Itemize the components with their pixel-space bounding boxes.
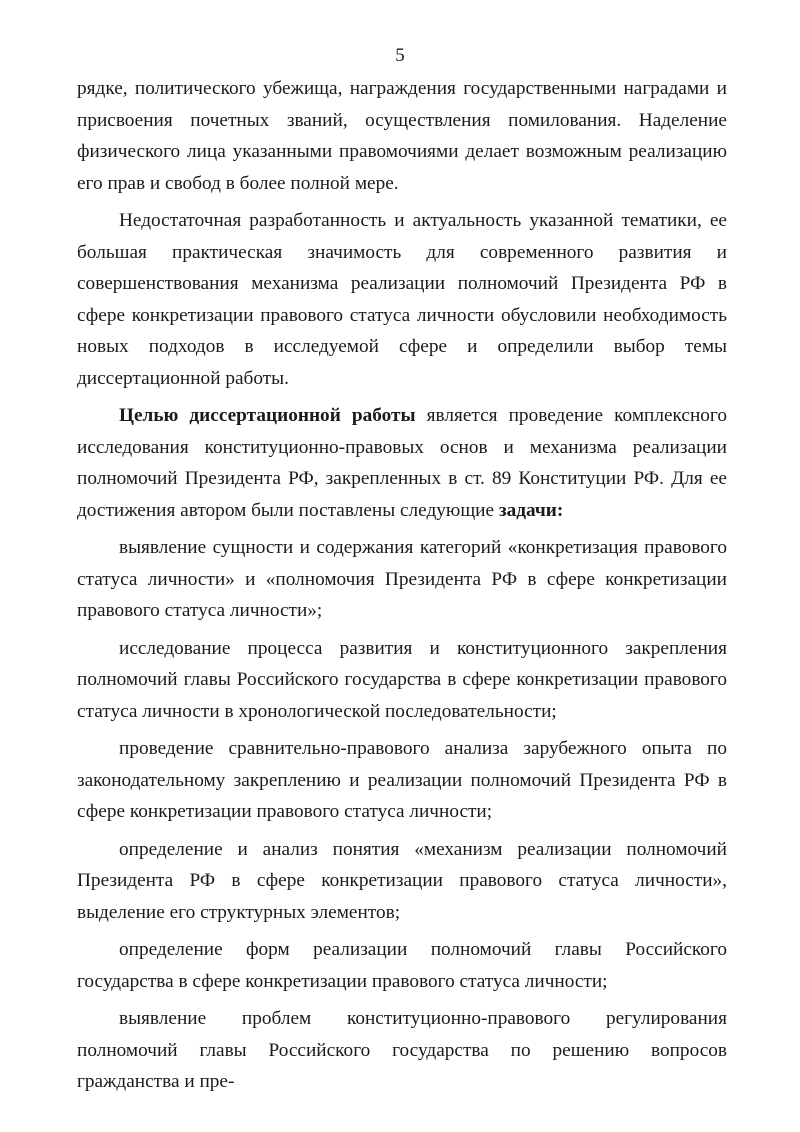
task-item: выявление сущности и содержания категорий «конкретизация правового статуса личности» и «полномочия Президента РФ в сфере конкретизации правового статуса личности»; [77, 537, 727, 621]
goal-bold-lead: Целью диссертационной работы [119, 405, 416, 426]
tasks-bold-label: задачи: [498, 499, 564, 521]
task-item: проведение сравнительно-правового анализа зарубежного опыта по законодательному закреплению и реализации полномочий Президента РФ в сфере конкретизации правового статуса личности; [77, 738, 727, 822]
page-number: 5 [395, 45, 405, 66]
body-text [77, 73, 727, 1098]
task-item: определение форм реализации полномочий главы Российского государства в сфере конкретизации правового статуса личности; [77, 939, 727, 992]
goal-text: является проведение комплексного исследования конституционно-правовых основ и механизма реализации полномочий Президента РФ, закрепленных в ст. 89 Конституции РФ. Для ее достижения автором были поставлены следующие [77, 405, 728, 521]
paragraph-goal [77, 400, 727, 526]
task-item: выявление проблем конституционно-правового регулирования полномочий главы Российского государства по решению вопросов гражданства и пре- [77, 1008, 727, 1092]
paragraph-relevance: Недостаточная разработанность и актуальность указанной тематики, ее большая практическая значимость для современного развития и совершенствования механизма реализации полномочий Президента РФ в сфере конкретизации правового статуса личности обусловили необходимость новых подходов в исследуемой сфере и определили выбор темы диссертационной работы. [77, 210, 727, 389]
task-item: исследование процесса развития и конституционного закрепления полномочий главы Российского государства в сфере конкретизации правового статуса личности в хронологической последовательности; [77, 637, 727, 722]
task-item: определение и анализ понятия «механизм реализации полномочий Президента РФ в сфере конкретизации правового статуса личности», выделение его структурных элементов; [77, 838, 727, 923]
paragraph-continuation: рядке, политического убежища, награждения государственными наградами и присвоения почетных званий, осуществления помилования. Наделение физического лица указанными правомочиями делает возможным реализацию его прав и свобод в более полной мере. [77, 78, 727, 194]
